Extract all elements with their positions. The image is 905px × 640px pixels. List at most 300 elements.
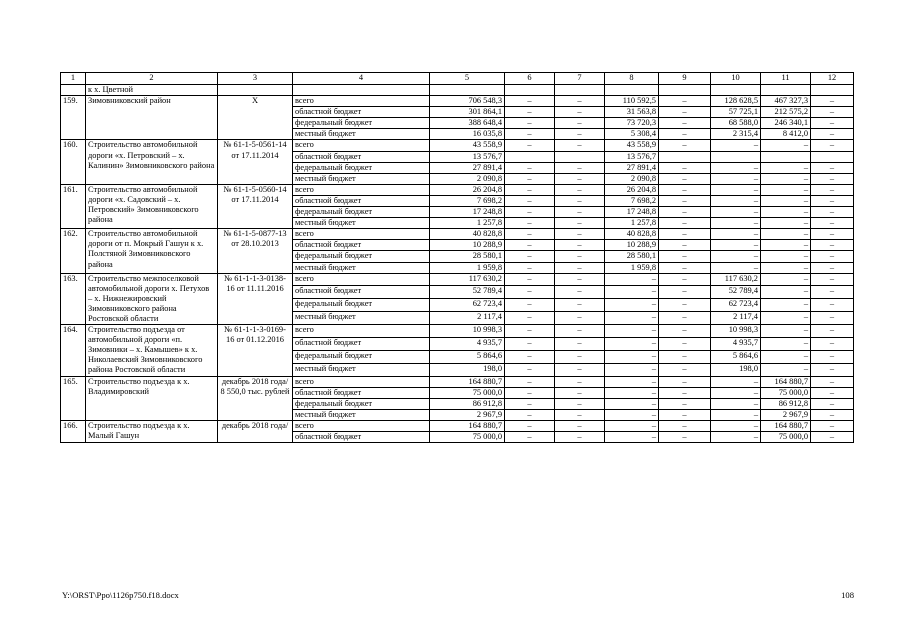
column-number: 4 xyxy=(293,73,430,85)
empty-cell xyxy=(293,85,430,96)
amount-cell: 40 828,8 xyxy=(430,229,505,240)
table-row xyxy=(61,229,854,240)
amount-cell: 10 998,3 xyxy=(430,325,505,338)
table-row xyxy=(61,140,854,151)
amount-cell: – xyxy=(711,409,761,420)
entry-number: 164. xyxy=(61,325,86,376)
amount-cell: – xyxy=(555,107,605,118)
amount-cell: 198,0 xyxy=(711,363,761,376)
amount-cell: – xyxy=(811,312,854,325)
entry-document: Х xyxy=(218,96,293,140)
amount-cell: 164 880,7 xyxy=(761,420,811,431)
amount-cell: – xyxy=(761,229,811,240)
amount-cell: – xyxy=(811,376,854,387)
funding-source: областной бюджет xyxy=(293,151,430,162)
amount-cell: 388 648,4 xyxy=(430,118,505,129)
funding-source: областной бюджет xyxy=(293,432,430,443)
entry-number: 162. xyxy=(61,229,86,273)
amount-cell: – xyxy=(811,218,854,229)
entry-number: 161. xyxy=(61,184,86,228)
amount-cell: – xyxy=(659,96,711,107)
amount-cell: – xyxy=(659,129,711,140)
amount-cell: – xyxy=(761,286,811,299)
empty-cell xyxy=(218,85,293,96)
amount-cell: – xyxy=(605,376,659,387)
amount-cell: 2 090,8 xyxy=(430,173,505,184)
amount-cell: – xyxy=(811,337,854,350)
amount-cell: – xyxy=(811,398,854,409)
funding-source: областной бюджет xyxy=(293,240,430,251)
amount-cell: 2 090,8 xyxy=(605,173,659,184)
amount-cell: – xyxy=(555,398,605,409)
amount-cell: – xyxy=(555,387,605,398)
amount-cell xyxy=(505,151,555,162)
amount-cell: – xyxy=(659,409,711,420)
amount-cell: – xyxy=(761,363,811,376)
amount-cell: – xyxy=(605,387,659,398)
amount-cell: – xyxy=(659,286,711,299)
amount-cell: – xyxy=(659,218,711,229)
column-number: 10 xyxy=(711,73,761,85)
amount-cell: – xyxy=(659,363,711,376)
amount-cell: – xyxy=(505,262,555,273)
entry-document: декабрь 2018 года/ 8 550,0 тыс. рублей xyxy=(218,376,293,420)
column-number: 7 xyxy=(555,73,605,85)
amount-cell xyxy=(711,151,761,162)
amount-cell: – xyxy=(555,273,605,286)
amount-cell: – xyxy=(505,140,555,151)
amount-cell: 4 935,7 xyxy=(711,337,761,350)
amount-cell: – xyxy=(505,173,555,184)
entry-number: 165. xyxy=(61,376,86,420)
amount-cell: – xyxy=(659,312,711,325)
amount-cell: – xyxy=(505,129,555,140)
amount-cell: 31 563,8 xyxy=(605,107,659,118)
amount-cell: 75 000,0 xyxy=(761,432,811,443)
column-number: 3 xyxy=(218,73,293,85)
column-number: 8 xyxy=(605,73,659,85)
funding-source: всего xyxy=(293,184,430,195)
amount-cell: – xyxy=(659,350,711,363)
table-row xyxy=(61,420,854,431)
amount-cell: – xyxy=(711,140,761,151)
amount-cell: – xyxy=(555,363,605,376)
amount-cell: 128 628,5 xyxy=(711,96,761,107)
amount-cell: – xyxy=(505,376,555,387)
amount-cell: – xyxy=(761,312,811,325)
empty-cell xyxy=(505,85,555,96)
amount-cell: – xyxy=(811,195,854,206)
amount-cell: 8 412,0 xyxy=(761,129,811,140)
amount-cell: – xyxy=(555,129,605,140)
entry-document: № 61-1-1-3-0169-16 от 01.12.2016 xyxy=(218,325,293,376)
amount-cell: 5 864,6 xyxy=(711,350,761,363)
amount-cell: – xyxy=(605,350,659,363)
entry-document: № 61-1-5-0877-13 от 28.10.2013 xyxy=(218,229,293,273)
column-number: 9 xyxy=(659,73,711,85)
amount-cell: – xyxy=(555,299,605,312)
amount-cell: – xyxy=(505,118,555,129)
funding-source: всего xyxy=(293,273,430,286)
amount-cell: 2 315,4 xyxy=(711,129,761,140)
funding-source: областной бюджет xyxy=(293,195,430,206)
amount-cell: 212 575,2 xyxy=(761,107,811,118)
funding-source: федеральный бюджет xyxy=(293,350,430,363)
amount-cell: 2 117,4 xyxy=(711,312,761,325)
amount-cell: – xyxy=(505,398,555,409)
amount-cell: 13 576,7 xyxy=(605,151,659,162)
column-number: 11 xyxy=(761,73,811,85)
amount-cell: – xyxy=(659,140,711,151)
amount-cell: – xyxy=(659,184,711,195)
amount-cell: – xyxy=(605,312,659,325)
amount-cell: – xyxy=(659,162,711,173)
funding-source: местный бюджет xyxy=(293,363,430,376)
amount-cell: – xyxy=(811,363,854,376)
amount-cell: – xyxy=(711,387,761,398)
amount-cell: 164 880,7 xyxy=(430,376,505,387)
funding-source: федеральный бюджет xyxy=(293,398,430,409)
amount-cell: – xyxy=(761,162,811,173)
amount-cell: 246 340,1 xyxy=(761,118,811,129)
amount-cell: 301 864,1 xyxy=(430,107,505,118)
amount-cell: – xyxy=(505,409,555,420)
funding-source: всего xyxy=(293,229,430,240)
amount-cell: 28 580,1 xyxy=(605,251,659,262)
amount-cell: – xyxy=(555,140,605,151)
amount-cell: 68 588,0 xyxy=(711,118,761,129)
entry-name: Строительство межпоселковой автомобильной дороги х. Петухов – х. Нижнежировский Зимовниковского района Ростовской области xyxy=(86,273,218,324)
funding-source: федеральный бюджет xyxy=(293,207,430,218)
amount-cell xyxy=(555,151,605,162)
amount-cell: 75 000,0 xyxy=(430,432,505,443)
entry-name: Строительство подъезда от автомобильной дороги «п. Зимовники – х. Камышев» к х. Николаевский Зимовниковского района Ростовской области xyxy=(86,325,218,376)
amount-cell: – xyxy=(711,218,761,229)
amount-cell: – xyxy=(811,409,854,420)
entry-name: Зимовниковский район xyxy=(86,96,218,140)
amount-cell: – xyxy=(811,229,854,240)
amount-cell: – xyxy=(555,207,605,218)
empty-cell xyxy=(659,85,711,96)
amount-cell: – xyxy=(555,218,605,229)
amount-cell: – xyxy=(761,337,811,350)
column-number-row xyxy=(61,73,854,85)
file-path: Y:\ORST\Ppo\1126p750.f18.docx xyxy=(62,590,179,600)
amount-cell: 7 698,2 xyxy=(430,195,505,206)
funding-source: всего xyxy=(293,96,430,107)
amount-cell: – xyxy=(505,312,555,325)
amount-cell: – xyxy=(711,251,761,262)
amount-cell: – xyxy=(711,432,761,443)
column-number: 2 xyxy=(86,73,218,85)
funding-source: федеральный бюджет xyxy=(293,118,430,129)
amount-cell: – xyxy=(605,432,659,443)
amount-cell: – xyxy=(555,312,605,325)
amount-cell: 62 723,4 xyxy=(430,299,505,312)
amount-cell: – xyxy=(555,262,605,273)
amount-cell: 110 592,5 xyxy=(605,96,659,107)
amount-cell: – xyxy=(555,337,605,350)
amount-cell: – xyxy=(761,240,811,251)
amount-cell: – xyxy=(505,387,555,398)
amount-cell: – xyxy=(505,218,555,229)
amount-cell: – xyxy=(505,207,555,218)
amount-cell: 5 308,4 xyxy=(605,129,659,140)
amount-cell: – xyxy=(811,325,854,338)
amount-cell: 1 257,8 xyxy=(605,218,659,229)
amount-cell: – xyxy=(761,207,811,218)
amount-cell: – xyxy=(659,262,711,273)
amount-cell: – xyxy=(505,299,555,312)
empty-cell xyxy=(761,85,811,96)
amount-cell: – xyxy=(711,195,761,206)
amount-cell: – xyxy=(659,240,711,251)
amount-cell: – xyxy=(555,229,605,240)
column-number: 12 xyxy=(811,73,854,85)
table-row xyxy=(61,96,854,107)
document-sheet xyxy=(60,72,853,443)
amount-cell: 62 723,4 xyxy=(711,299,761,312)
amount-cell: – xyxy=(659,229,711,240)
amount-cell: – xyxy=(659,398,711,409)
empty-cell xyxy=(555,85,605,96)
funding-source: местный бюджет xyxy=(293,173,430,184)
amount-cell: – xyxy=(811,140,854,151)
entry-name: Строительство подъезда к х. Владимировский xyxy=(86,376,218,420)
amount-cell: – xyxy=(505,325,555,338)
empty-cell xyxy=(711,85,761,96)
amount-cell: – xyxy=(711,420,761,431)
amount-cell: – xyxy=(811,262,854,273)
amount-cell: – xyxy=(555,325,605,338)
amount-cell: 40 828,8 xyxy=(605,229,659,240)
entry-document: № 61-1-1-3-0138-16 от 11.11.2016 xyxy=(218,273,293,324)
amount-cell: – xyxy=(811,96,854,107)
amount-cell: – xyxy=(761,195,811,206)
funding-source: областной бюджет xyxy=(293,107,430,118)
entry-document: декабрь 2018 года/ xyxy=(218,420,293,442)
funding-source: всего xyxy=(293,325,430,338)
funding-source: федеральный бюджет xyxy=(293,251,430,262)
amount-cell: – xyxy=(711,207,761,218)
amount-cell: – xyxy=(811,162,854,173)
amount-cell: – xyxy=(605,286,659,299)
entry-number-cell xyxy=(61,85,86,96)
amount-cell: – xyxy=(761,218,811,229)
amount-cell: 5 864,6 xyxy=(430,350,505,363)
amount-cell: – xyxy=(659,273,711,286)
amount-cell: – xyxy=(605,299,659,312)
amount-cell: – xyxy=(711,173,761,184)
amount-cell: 26 204,8 xyxy=(605,184,659,195)
amount-cell: 52 789,4 xyxy=(430,286,505,299)
amount-cell: – xyxy=(555,118,605,129)
empty-cell xyxy=(605,85,659,96)
amount-cell: – xyxy=(605,409,659,420)
amount-cell: – xyxy=(555,376,605,387)
funding-source: местный бюджет xyxy=(293,218,430,229)
amount-cell: – xyxy=(505,240,555,251)
table-row xyxy=(61,376,854,387)
amount-cell xyxy=(811,151,854,162)
amount-cell: 10 288,9 xyxy=(605,240,659,251)
amount-cell: 10 288,9 xyxy=(430,240,505,251)
amount-cell: – xyxy=(505,195,555,206)
amount-cell: – xyxy=(761,299,811,312)
amount-cell: 86 912,8 xyxy=(761,398,811,409)
amount-cell: – xyxy=(605,420,659,431)
amount-cell: – xyxy=(505,251,555,262)
table-row xyxy=(61,273,854,286)
amount-cell: 52 789,4 xyxy=(711,286,761,299)
amount-cell: – xyxy=(555,350,605,363)
amount-cell: 2 117,4 xyxy=(430,312,505,325)
entry-number: 160. xyxy=(61,140,86,184)
amount-cell: – xyxy=(659,337,711,350)
amount-cell: – xyxy=(505,184,555,195)
amount-cell: – xyxy=(555,432,605,443)
amount-cell: – xyxy=(761,173,811,184)
amount-cell: – xyxy=(505,420,555,431)
funding-source: всего xyxy=(293,376,430,387)
amount-cell xyxy=(761,151,811,162)
amount-cell: – xyxy=(555,420,605,431)
column-number: 1 xyxy=(61,73,86,85)
amount-cell: – xyxy=(659,387,711,398)
amount-cell: 1 959,8 xyxy=(430,262,505,273)
amount-cell: – xyxy=(711,262,761,273)
amount-cell: – xyxy=(711,398,761,409)
amount-cell: 75 000,0 xyxy=(761,387,811,398)
amount-cell: – xyxy=(505,96,555,107)
funding-source: областной бюджет xyxy=(293,337,430,350)
amount-cell: – xyxy=(711,229,761,240)
amount-cell: – xyxy=(555,173,605,184)
amount-cell: – xyxy=(761,251,811,262)
amount-cell: – xyxy=(659,376,711,387)
funding-source: всего xyxy=(293,140,430,151)
entry-name: Строительство автомобильной дороги «х. Садовский – х. Петровский» Зимовниковского района xyxy=(86,184,218,228)
amount-cell: – xyxy=(505,432,555,443)
amount-cell: 27 891,4 xyxy=(430,162,505,173)
amount-cell: – xyxy=(505,286,555,299)
amount-cell: – xyxy=(505,363,555,376)
entry-number: 159. xyxy=(61,96,86,140)
amount-cell: – xyxy=(811,240,854,251)
amount-cell: – xyxy=(761,262,811,273)
amount-cell: 43 558,9 xyxy=(605,140,659,151)
amount-cell: – xyxy=(811,173,854,184)
entry-document: № 61-1-5-0560-14 от 17.11.2014 xyxy=(218,184,293,228)
table-row xyxy=(61,325,854,338)
entry-name: Строительство автомобильной дороги «х. Петровский – х. Калинин» Зимовниковского района xyxy=(86,140,218,184)
amount-cell: – xyxy=(811,118,854,129)
amount-cell: – xyxy=(811,251,854,262)
amount-cell: 28 580,1 xyxy=(430,251,505,262)
amount-cell: – xyxy=(761,184,811,195)
continuation-row xyxy=(61,85,854,96)
entry-document: № 61-1-5-0561-14 от 17.11.2014 xyxy=(218,140,293,184)
amount-cell: – xyxy=(659,173,711,184)
funding-source: областной бюджет xyxy=(293,387,430,398)
amount-cell: 4 935,7 xyxy=(430,337,505,350)
amount-cell: – xyxy=(811,299,854,312)
entry-name: к х. Цветной xyxy=(86,85,218,96)
entry-name: Строительство подъезда к х. Малый Гашун xyxy=(86,420,218,442)
amount-cell: – xyxy=(555,409,605,420)
entry-number: 166. xyxy=(61,420,86,442)
funding-source: местный бюджет xyxy=(293,312,430,325)
amount-cell: – xyxy=(711,240,761,251)
amount-cell: 2 967,9 xyxy=(430,409,505,420)
amount-cell: 198,0 xyxy=(430,363,505,376)
amount-cell: – xyxy=(811,432,854,443)
amount-cell: 1 959,8 xyxy=(605,262,659,273)
amount-cell: – xyxy=(605,337,659,350)
amount-cell: 13 576,7 xyxy=(430,151,505,162)
amount-cell: 164 880,7 xyxy=(430,420,505,431)
amount-cell: – xyxy=(659,251,711,262)
amount-cell: – xyxy=(505,229,555,240)
amount-cell: – xyxy=(555,96,605,107)
amount-cell: 17 248,8 xyxy=(430,207,505,218)
amount-cell: 2 967,9 xyxy=(761,409,811,420)
amount-cell: – xyxy=(761,140,811,151)
amount-cell: – xyxy=(811,350,854,363)
amount-cell: – xyxy=(605,273,659,286)
amount-cell: – xyxy=(605,325,659,338)
page-number: 108 xyxy=(841,590,854,600)
amount-cell: – xyxy=(555,251,605,262)
amount-cell: – xyxy=(711,162,761,173)
amount-cell: 75 000,0 xyxy=(430,387,505,398)
amount-cell: – xyxy=(811,420,854,431)
amount-cell: – xyxy=(761,325,811,338)
amount-cell: 10 998,3 xyxy=(711,325,761,338)
amount-cell: 43 558,9 xyxy=(430,140,505,151)
amount-cell: – xyxy=(811,387,854,398)
budget-table xyxy=(60,72,854,443)
amount-cell: – xyxy=(505,273,555,286)
amount-cell: – xyxy=(555,286,605,299)
funding-source: федеральный бюджет xyxy=(293,162,430,173)
funding-source: федеральный бюджет xyxy=(293,299,430,312)
amount-cell: 86 912,8 xyxy=(430,398,505,409)
amount-cell xyxy=(659,151,711,162)
amount-cell: 467 327,3 xyxy=(761,96,811,107)
column-number: 5 xyxy=(430,73,505,85)
amount-cell: – xyxy=(555,195,605,206)
amount-cell: – xyxy=(811,129,854,140)
amount-cell: 26 204,8 xyxy=(430,184,505,195)
amount-cell: 16 035,8 xyxy=(430,129,505,140)
amount-cell: – xyxy=(505,162,555,173)
amount-cell: 164 880,7 xyxy=(761,376,811,387)
amount-cell: – xyxy=(811,286,854,299)
amount-cell: – xyxy=(811,107,854,118)
amount-cell: 57 725,1 xyxy=(711,107,761,118)
amount-cell: – xyxy=(505,107,555,118)
amount-cell: – xyxy=(811,273,854,286)
entry-name: Строительство автомобильной дороги от п. Мокрый Гашун к х. Полстяной Зимовниковского района xyxy=(86,229,218,273)
amount-cell: 73 720,3 xyxy=(605,118,659,129)
amount-cell: 117 630,2 xyxy=(430,273,505,286)
amount-cell: – xyxy=(555,162,605,173)
empty-cell xyxy=(430,85,505,96)
amount-cell: 117 630,2 xyxy=(711,273,761,286)
amount-cell: – xyxy=(659,207,711,218)
funding-source: местный бюджет xyxy=(293,129,430,140)
